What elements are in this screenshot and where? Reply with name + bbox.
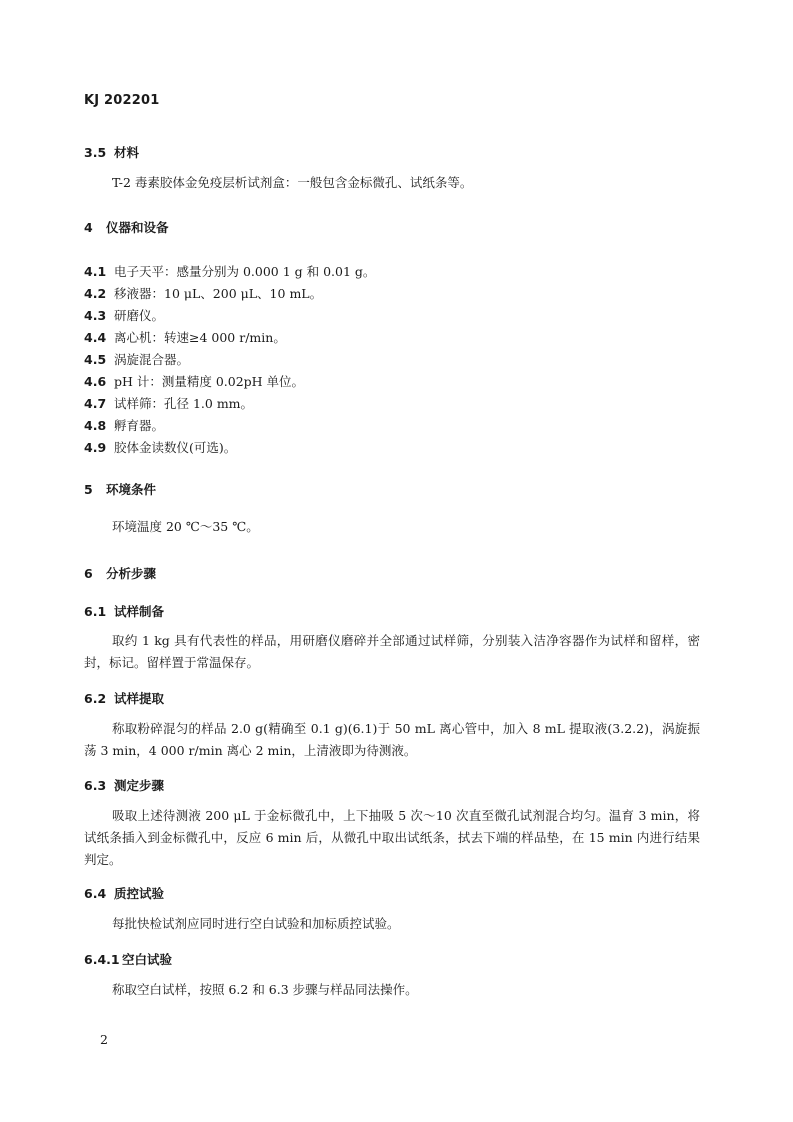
item-text: pH 计：测量精度 0.02pH 单位。 bbox=[114, 374, 305, 389]
paragraph-6-4-1: 称取空白试样，按照 6.2 和 6.3 步骤与样品同法操作。 bbox=[112, 982, 418, 997]
item-number: 4.4 bbox=[84, 330, 107, 345]
paragraph-3-5: T-2 毒素胶体金免疫层析试剂盒：一般包含金标微孔、试纸条等。 bbox=[112, 175, 473, 190]
heading-6-1 bbox=[84, 602, 164, 620]
item-text: 胶体金读数仪(可选)。 bbox=[114, 440, 237, 455]
document-code: KJ 202201 bbox=[84, 93, 160, 108]
heading-3-5 bbox=[84, 143, 139, 161]
list-item-4-8 bbox=[84, 416, 164, 434]
item-number: 4.7 bbox=[84, 396, 107, 411]
item-number: 4.5 bbox=[84, 352, 107, 367]
heading-6-4 bbox=[84, 884, 164, 902]
heading-title: 环境条件 bbox=[106, 482, 157, 497]
heading-6-3 bbox=[84, 776, 164, 794]
paragraph-6-4: 每批快检试剂应同时进行空白试验和加标质控试验。 bbox=[112, 916, 400, 931]
list-item-4-1 bbox=[84, 262, 375, 280]
heading-number: 3.5 bbox=[84, 145, 107, 160]
heading-number: 6.3 bbox=[84, 778, 107, 793]
heading-title: 仪器和设备 bbox=[106, 220, 169, 235]
item-number: 4.6 bbox=[84, 374, 107, 389]
item-text: 研磨仪。 bbox=[114, 308, 165, 323]
list-item-4-3 bbox=[84, 306, 164, 324]
list-item-4-4 bbox=[84, 328, 286, 346]
item-number: 4.2 bbox=[84, 286, 107, 301]
heading-4 bbox=[84, 218, 169, 236]
item-text: 离心机：转速≥4 000 r/min。 bbox=[114, 330, 286, 345]
paragraph-6-2: 称取粉碎混匀的样品 2.0 g(精确至 0.1 g)(6.1)于 50 mL 离心管中，加入 8 mL 提取液(3.2.2)，涡旋振荡 3 min，4 000 r/min 离心 2 min，上清液即为待测液。 bbox=[84, 721, 700, 758]
heading-title: 测定步骤 bbox=[114, 778, 165, 793]
page-number: 2 bbox=[100, 1032, 108, 1047]
heading-6-2 bbox=[84, 689, 164, 707]
heading-number: 5 bbox=[84, 482, 93, 497]
heading-number: 4 bbox=[84, 220, 93, 235]
heading-number: 6.2 bbox=[84, 691, 107, 706]
item-text: 涡旋混合器。 bbox=[114, 352, 190, 367]
heading-title: 材料 bbox=[114, 145, 140, 160]
heading-number: 6.4 bbox=[84, 886, 107, 901]
heading-6-4-1 bbox=[84, 950, 172, 968]
heading-title: 分析步骤 bbox=[106, 566, 157, 581]
heading-number: 6.4.1 bbox=[84, 952, 120, 967]
item-number: 4.3 bbox=[84, 308, 107, 323]
heading-title: 空白试验 bbox=[122, 952, 173, 967]
list-item-4-5 bbox=[84, 350, 189, 368]
heading-title: 质控试验 bbox=[114, 886, 165, 901]
heading-6 bbox=[84, 564, 156, 582]
item-number: 4.1 bbox=[84, 264, 107, 279]
paragraph-6-3: 吸取上述待测液 200 μL 于金标微孔中，上下抽吸 5 次～10 次直至微孔试剂混合均匀。温育 3 min，将试纸条插入到金标微孔中，反应 6 min 后，从微孔中取出试纸条，拭去下端的样品垫，在 15 min 内进行结果判定。 bbox=[84, 808, 700, 867]
paragraph-6-1: 取约 1 kg 具有代表性的样品，用研磨仪磨碎并全部通过试样筛，分别装入洁净容器作为试样和留样，密封，标记。留样置于常温保存。 bbox=[84, 633, 700, 670]
list-item-4-2 bbox=[84, 284, 322, 302]
list-item-4-7 bbox=[84, 394, 253, 412]
item-text: 试样筛：孔径 1.0 mm。 bbox=[114, 396, 254, 411]
heading-title: 试样制备 bbox=[114, 604, 165, 619]
item-text: 电子天平：感量分别为 0.000 1 g 和 0.01 g。 bbox=[114, 264, 376, 279]
heading-number: 6 bbox=[84, 566, 93, 581]
item-number: 4.9 bbox=[84, 440, 107, 455]
heading-number: 6.1 bbox=[84, 604, 107, 619]
list-item-4-9 bbox=[84, 438, 236, 456]
paragraph-5: 环境温度 20 ℃～35 ℃。 bbox=[112, 519, 259, 534]
heading-5 bbox=[84, 480, 156, 498]
list-item-4-6 bbox=[84, 372, 304, 390]
item-text: 移液器：10 μL、200 μL、10 mL。 bbox=[114, 286, 323, 301]
item-text: 孵育器。 bbox=[114, 418, 165, 433]
item-number: 4.8 bbox=[84, 418, 107, 433]
heading-title: 试样提取 bbox=[114, 691, 165, 706]
